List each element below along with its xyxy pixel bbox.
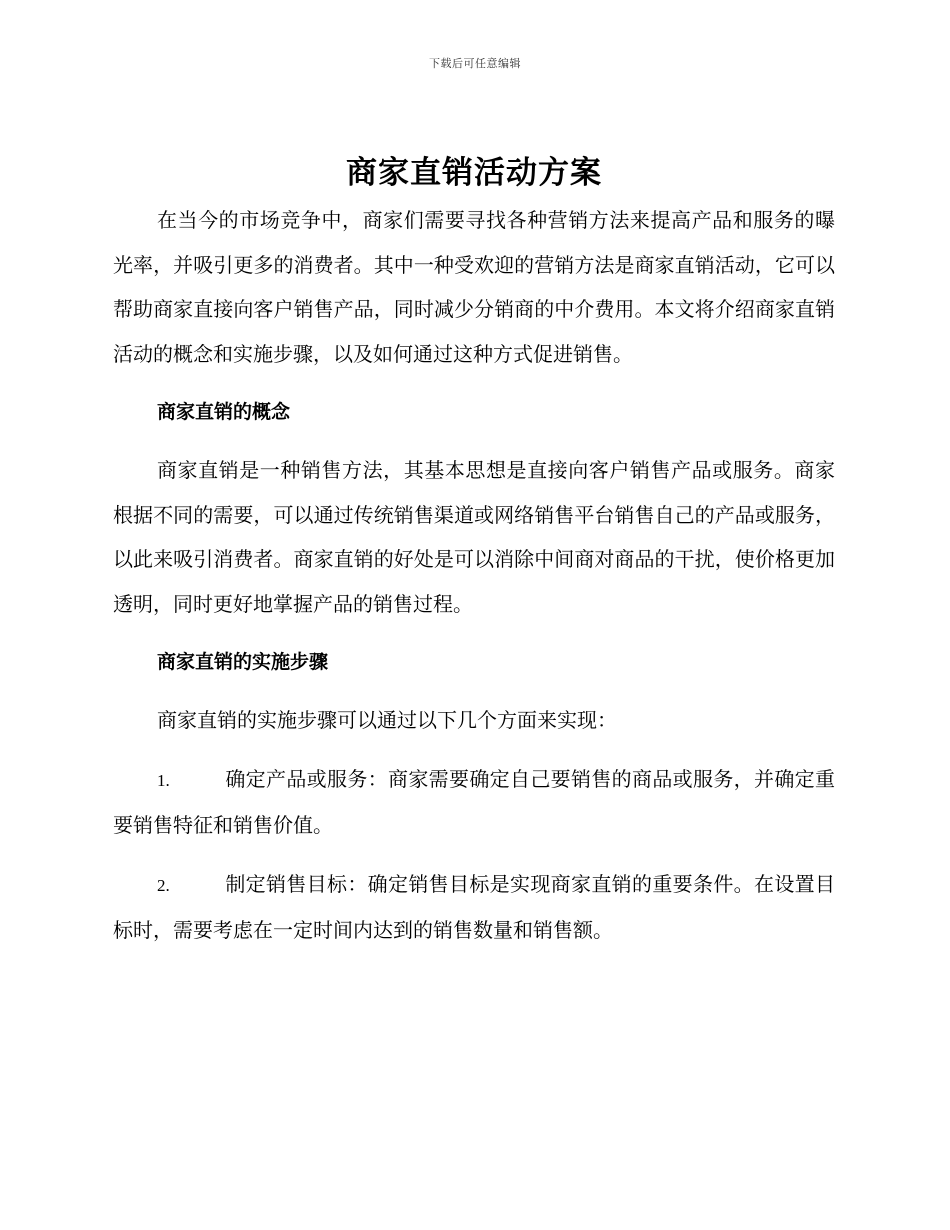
list-item-text: 确定产品或服务：商家需要确定自己要销售的商品或服务，并确定重要销售特征和销售价值。 — [113, 766, 835, 837]
list-item-text: 制定销售目标：确定销售目标是实现商家直销的重要条件。在设置目标时，需要考虑在一定时间内达到的销售数量和销售额。 — [113, 871, 835, 942]
steps-intro-paragraph: 商家直销的实施步骤可以通过以下几个方面来实现： — [157, 708, 617, 732]
intro-paragraph: 在当今的市场竞争中，商家们需要寻找各种营销方法来提高产品和服务的曝光率，并吸引更多的消费者。其中一种受欢迎的营销方法是商家直销活动，它可以帮助商家直接向客户销售产品，同时减少分销商的中介费用。本文将介绍商家直销活动的概念和实施步骤，以及如何通过这种方式促进销售。 — [113, 208, 835, 366]
document-title: 商家直销活动方案 — [346, 155, 602, 191]
document-body — [113, 148, 835, 953]
page-header-note: 下载后可任意编辑 — [429, 57, 521, 70]
list-item — [113, 862, 835, 953]
concept-paragraph: 商家直销是一种销售方法，其基本思想是直接向客户销售产品或服务。商家根据不同的需要，可以通过传统销售渠道或网络销售平台销售自己的产品或服务，以此来吸引消费者。商家直销的好处是可以消除中间商对商品的干扰，使价格更加透明，同时更好地掌握产品的销售过程。 — [113, 458, 835, 616]
list-item-number: 1. — [157, 770, 170, 790]
list-item-number: 2. — [157, 875, 170, 895]
section-heading-concept: 商家直销的概念 — [157, 401, 291, 423]
section-heading-steps: 商家直销的实施步骤 — [157, 651, 329, 673]
list-item — [113, 757, 835, 848]
